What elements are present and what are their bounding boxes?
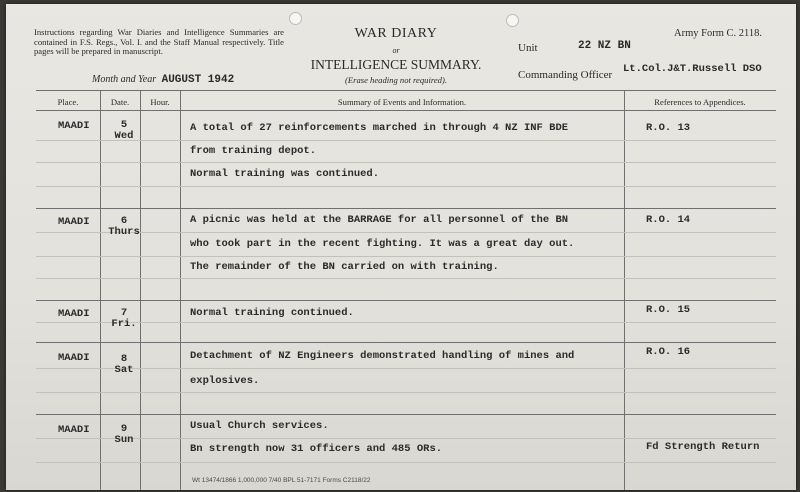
column-header-place: Place. — [57, 97, 79, 107]
table-top-border — [36, 90, 776, 91]
entry-date — [105, 424, 143, 446]
form-title: WAR DIARY — [354, 26, 438, 41]
ruled-line — [36, 368, 776, 369]
entry-summary-line: A picnic was held at the BARRAGE for all personnel of the BN — [190, 214, 569, 226]
ruled-line — [36, 162, 776, 163]
entry-date-number: 6 — [120, 215, 128, 227]
ruled-line — [36, 462, 776, 463]
entry-date-number: 5 — [120, 119, 128, 131]
army-form-number: Army Form C. 2118. — [674, 28, 762, 39]
entry-place: MAADI — [58, 216, 90, 228]
entry-date — [105, 216, 143, 238]
ruled-line — [36, 256, 776, 257]
commanding-officer-field — [518, 63, 762, 81]
column-header-date: Date. — [110, 97, 130, 107]
entry-summary-line: Normal training continued. — [190, 307, 354, 319]
entry-date — [105, 120, 143, 142]
punch-hole-right — [506, 14, 519, 27]
ruled-line — [36, 438, 776, 439]
entry-reference: R.O. 16 — [646, 346, 691, 358]
instructions-text: Instructions regarding War Diaries and Intelligence Summaries are contained in F.S. Regs., Vol. I. and the Staff Manual respectively. Title pages will be prepared in manuscript. — [34, 27, 284, 57]
unit-value: 22 NZ BN — [578, 40, 631, 52]
entry-summary-line: from training depot. — [190, 145, 317, 157]
ruled-line — [36, 322, 776, 323]
entry-separator — [36, 414, 776, 415]
form-print-code: Wt 13474/1866 1,000,000 7/40 BPL 51-7171 Forms C2118/22 — [192, 477, 371, 484]
entry-reference: R.O. 15 — [646, 304, 691, 316]
entry-separator — [36, 300, 776, 301]
ruled-line — [36, 392, 776, 393]
ruled-line — [36, 140, 776, 141]
commanding-officer-value: Lt.Col.J&T.Russell DSO — [623, 63, 762, 75]
form-title-or: or — [392, 46, 400, 55]
month-year — [92, 74, 234, 86]
commanding-officer-label: Commanding Officer — [518, 69, 613, 81]
entry-date — [105, 354, 143, 376]
entry-place: MAADI — [58, 424, 90, 436]
entry-place: MAADI — [58, 308, 90, 320]
erase-note: (Erase heading not required). — [345, 75, 447, 85]
entry-day: Thurs — [108, 226, 140, 238]
entry-summary-line: The remainder of the BN carried on with training. — [190, 261, 499, 273]
entry-day: Sat — [114, 364, 134, 376]
form-subtitle: INTELLIGENCE SUMMARY. — [310, 57, 482, 72]
entry-separator — [36, 342, 776, 343]
entry-day: Fri. — [111, 318, 137, 330]
entry-summary-line: A total of 27 reinforcements marched in through 4 NZ INF BDE — [190, 122, 569, 134]
entry-date-number: 8 — [120, 353, 128, 365]
column-header-summary: Summary of Events and Information. — [337, 97, 467, 107]
punch-hole-left — [289, 12, 302, 25]
entry-date-number: 7 — [120, 307, 128, 319]
month-year-label: Month and Year — [92, 74, 157, 85]
header-bottom-border — [36, 110, 776, 111]
entry-place: MAADI — [58, 120, 90, 132]
ruled-line — [36, 278, 776, 279]
entry-reference: R.O. 14 — [646, 214, 691, 226]
ruled-line — [36, 186, 776, 187]
unit-label: Unit — [518, 42, 538, 54]
month-year-value: AUGUST 1942 — [161, 74, 235, 86]
unit-field — [518, 40, 631, 54]
entry-separator — [36, 208, 776, 209]
entry-summary-line: Detachment of NZ Engineers demonstrated handling of mines and — [190, 350, 575, 362]
entry-summary-line: Bn strength now 31 officers and 485 ORs. — [190, 443, 443, 455]
ruled-line — [36, 232, 776, 233]
entry-day: Wed — [114, 130, 134, 142]
column-header-references: References to Appendices. — [654, 97, 746, 107]
column-divider — [180, 90, 181, 490]
entry-summary-line: Normal training was continued. — [190, 168, 380, 180]
column-divider — [624, 90, 625, 490]
column-header-hour: Hour. — [150, 97, 170, 107]
entry-day: Sun — [114, 434, 134, 446]
entry-summary-line: who took part in the recent fighting. It was a great day out. — [190, 238, 575, 250]
entry-date-number: 9 — [120, 423, 128, 435]
war-diary-sheet — [6, 4, 796, 490]
entry-reference: Fd Strength Return — [646, 441, 760, 453]
entry-summary-line: Usual Church services. — [190, 420, 329, 432]
entry-date — [105, 308, 143, 330]
entry-place: MAADI — [58, 352, 90, 364]
column-divider — [100, 90, 101, 490]
entry-summary-line: explosives. — [190, 375, 260, 387]
entry-reference: R.O. 13 — [646, 122, 691, 134]
